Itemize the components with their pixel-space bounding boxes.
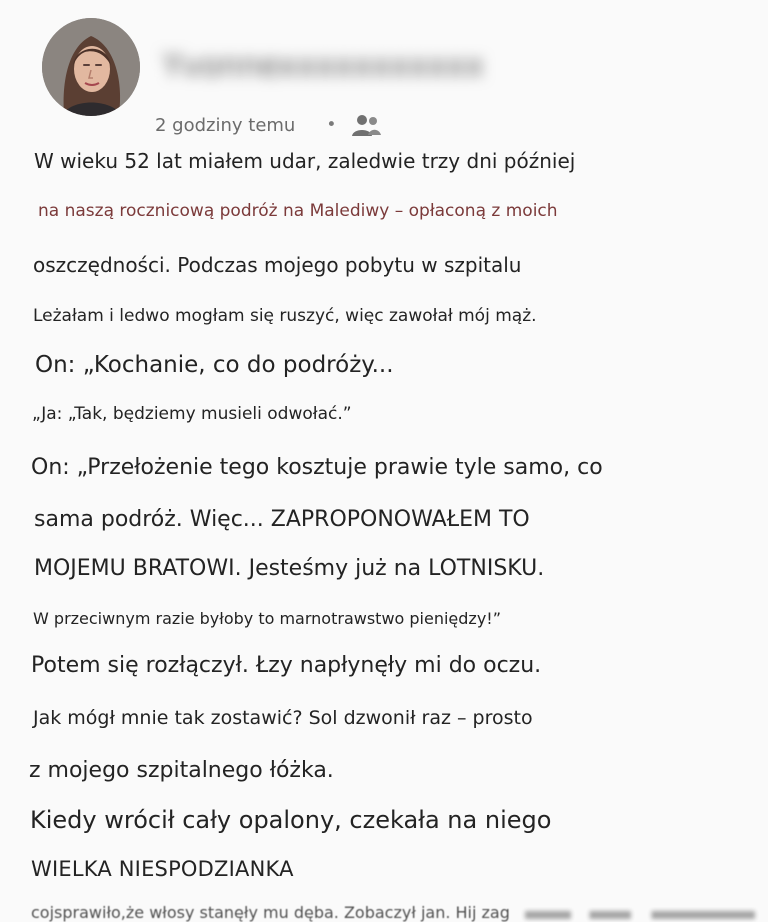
story-line-12: Jak mógł mnie tak zostawić? Sol dzwonił raz – prosto (33, 707, 533, 729)
author-avatar[interactable] (42, 18, 140, 116)
story-line-15: WIELKA NIESPODZIANKA (31, 857, 294, 881)
avatar-photo-icon (42, 18, 140, 116)
story-line-14: Kiedy wrócił cały opalony, czekała na niego (30, 806, 552, 834)
story-line-5: On: „Kochanie, co do podróży... (35, 352, 394, 378)
story-line-4: Leżałam i ledwo mogłam się ruszyć, więc zawołał mój mąż. (33, 306, 537, 326)
story-line-1: W wieku 52 lat miałem udar, zaledwie trzy dni później (34, 149, 576, 173)
story-line-11: Potem się rozłączył. Łzy napłynęły mi do oczu. (31, 653, 542, 678)
story-line-10: W przeciwnym razie byłoby to marnotrawstwo pieniędzy!” (33, 609, 501, 628)
story-line-3: oszczędności. Podczas mojego pobytu w szpitalu (33, 253, 522, 277)
story-line-9: MOJEMU BRATOWI. Jesteśmy już na LOTNISKU. (34, 556, 545, 581)
story-line-7: On: „Przełożenie tego kosztuje prawie tyle samo, co (31, 455, 603, 480)
meta-separator: • (326, 115, 337, 135)
story-line-13: z mojego szpitalnego łóżka. (29, 758, 334, 783)
story-line-6: „Ja: „Tak, będziemy musieli odwołać.” (32, 404, 352, 424)
story-line-16: cojsprawiło,że włosy stanęły mu dęba. Zobaczył jan. Hij zag (31, 903, 510, 922)
author-name[interactable]: Yvonnexxxxxxxxxxx (163, 48, 484, 84)
people-icon[interactable] (349, 112, 383, 138)
post-timestamp[interactable]: 2 godziny temu (155, 114, 296, 136)
story-line-2: na naszą rocznicową podróż na Malediwy – opłaconą z moich (38, 201, 558, 221)
story-line-8: sama podróż. Więc... ZAPROPONOWAŁEM TO (34, 507, 530, 532)
post-meta (155, 112, 383, 138)
